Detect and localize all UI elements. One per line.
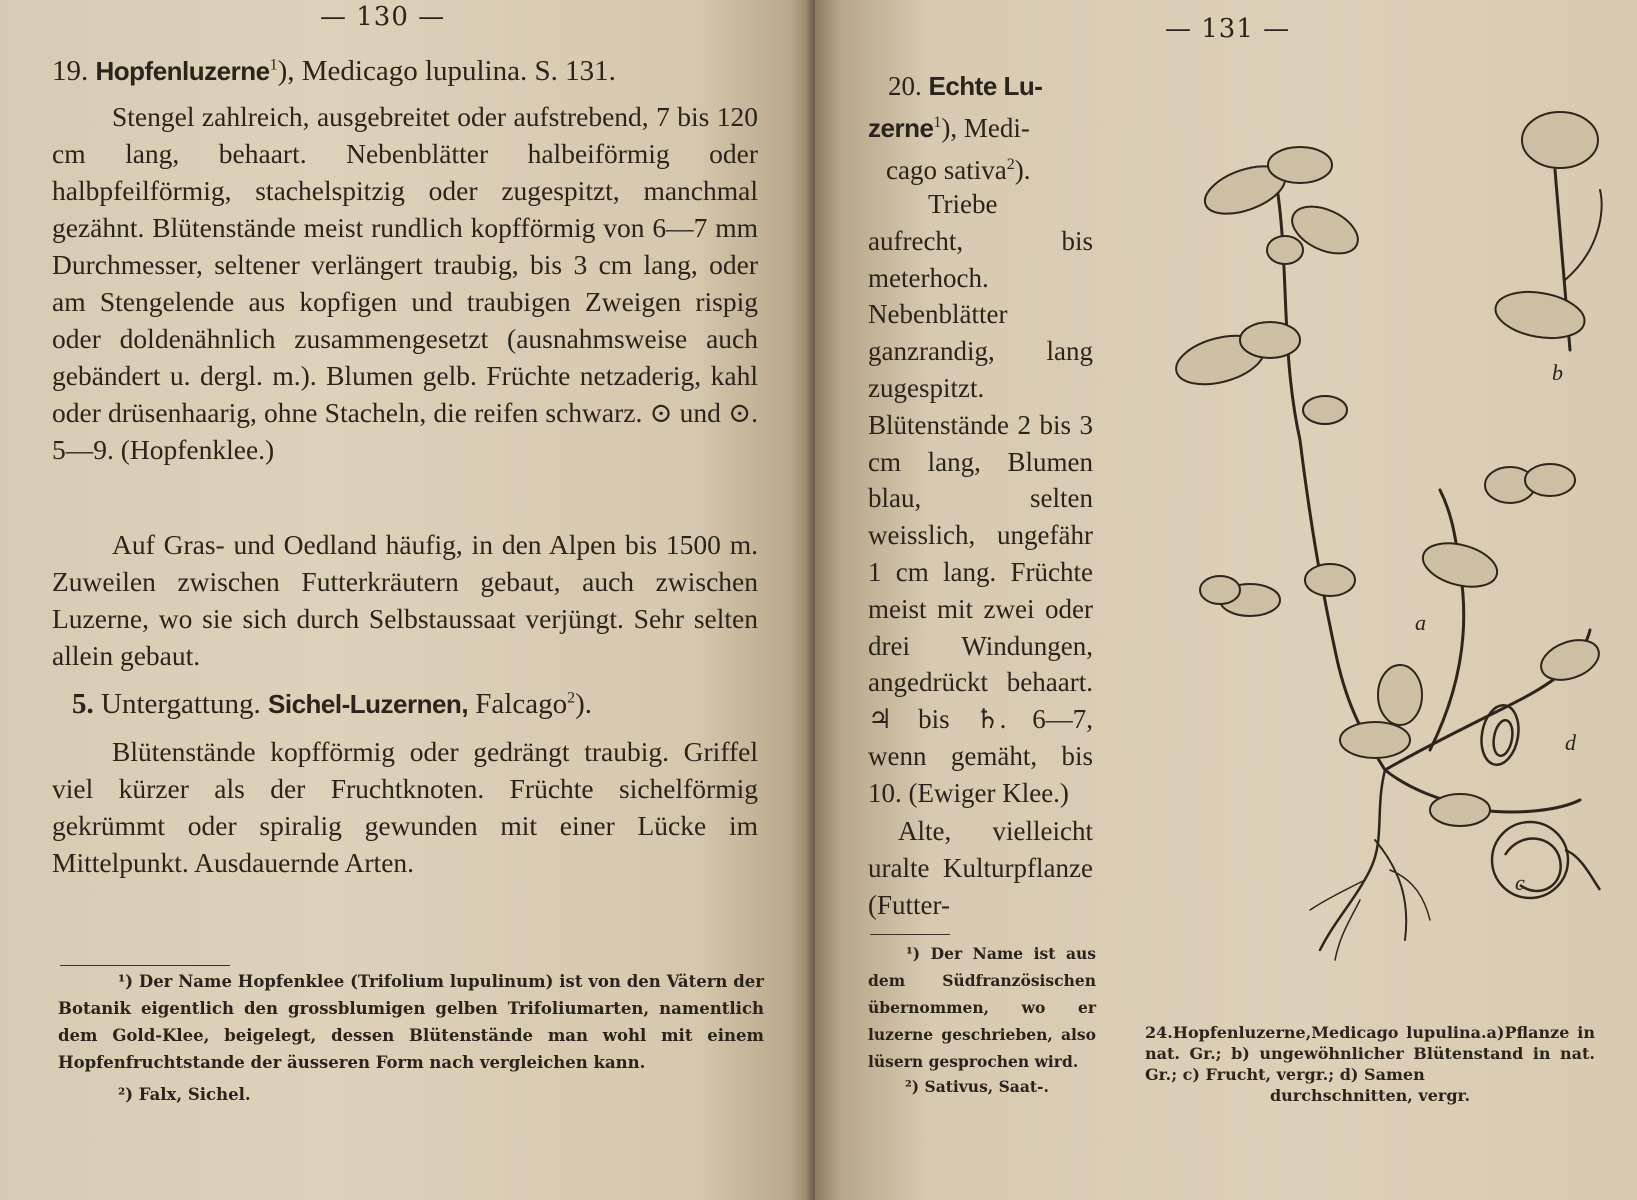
left-page (0, 0, 815, 1200)
stem-main (1275, 175, 1385, 770)
entry-19-habitat: Auf Gras- und Oedland häufig, in den Alpen bis 1500 m. Zuweilen zwischen Futterkräutern gebaut, auch zwischen Luzerne, wo sie sich durch Selbstaussaat verjüngt. Sehr selten allein gebaut. (52, 529, 758, 671)
entry-19-heading (52, 55, 758, 88)
section-5-description: Blütenstände kopfförmig oder gedrängt traubig. Griffel viel kürzer als der Fruchtknoten. Früchte sichelförmig gekrümmt oder spiralig gewunden mit einer Lücke im Mittelpunkt. Ausdauernde Arten. (52, 736, 758, 878)
entry-number: 19. (52, 55, 89, 87)
heading-tail: ). (1014, 154, 1031, 185)
entry-19-description: Stengel zahlreich, ausgebreitet oder aufstrebend, 7 bis 120 cm lang, behaart. Nebenblätter halbeiförmig oder halbpfeilförmig, stachelspitzig oder zugespitzt, manchmal gezähnt. Blütenstände meist rundlich kopfförmig von 6—7 mm Durchmesser, seltener verlängert traubig, bis 3 cm lang, oder am Stengelende aus kopfigen und traubigen Zweigen rispig oder doldenähnlich zusammengesetzt (ausnahmsweise auch gebändert u. dergl. m.). Blumen gelb. Früchte netzaderig, kahl oder drüsenhaarig, ohne Stacheln, die reifen schwarz. ⊙ und ⊙. 5—9. (Hopfenklee.) (52, 101, 758, 465)
footnote-marker: 2 (1006, 155, 1015, 173)
footnote-marker: 2 (567, 689, 576, 707)
illustration-svg (1160, 110, 1620, 970)
section-tail: ). (575, 688, 593, 720)
heading-continuation: ), Medi- (941, 112, 1030, 143)
stem-branch-upper (1430, 490, 1464, 750)
caption-last-line: durchschnitten, vergr. (1269, 1086, 1471, 1105)
latin-name: ), Medicago lupulina. S. 131. (277, 55, 616, 87)
label-c: c (1515, 870, 1525, 895)
species-name: Hopfenluzerne (95, 56, 270, 86)
footnote-2: ²) Sativus, Saat-. (905, 1077, 1049, 1096)
latin-name: cago sativa (886, 154, 1007, 185)
section-5-heading (72, 688, 762, 721)
label-d: d (1565, 730, 1576, 755)
entry-20-continuation: Alte, vielleicht uralte Kulturpflanze (Futter- (868, 816, 1093, 920)
section-name: Sichel-Luzernen, (268, 689, 469, 719)
species-name-part1: Echte Lu- (928, 71, 1043, 101)
page-number: — 131 — (1165, 14, 1291, 44)
footnote-marker: 1 (269, 56, 278, 74)
footnote-1: ¹) Der Name ist aus dem Südfranzösischen übernommen, wo er luzerne geschrieben, also lüsern gesprochen wird. (868, 944, 1096, 1071)
entry-number: 20. (888, 71, 922, 101)
figure-caption (1145, 1022, 1595, 1106)
footnote-rule (60, 965, 230, 966)
footnote-marker: 1 (933, 113, 942, 131)
footnote-2: ²) Falx, Sichel. (118, 1085, 251, 1104)
footnote-1: ¹) Der Name Hopfenklee (Trifolium lupulinum) ist von den Vätern der Botanik eigentlich den grossblumigen gelben Trifoliumarten, namentlich dem Gold-Klee, beigelegt, dessen Blütenstände man wohl mit einem Hopfenfruchtstande der äusseren Form nach vergleichen kann. (58, 972, 764, 1072)
caption-text: 24.Hopfenluzerne,Medicago lupulina.a)Pflanze in nat. Gr.; b) ungewöhnlicher Blütenstand in nat. Gr.; c) Frucht, vergr.; d) Samen (1145, 1023, 1595, 1084)
section-latin: Falcago (475, 688, 568, 720)
footnote-rule (870, 934, 950, 935)
label-b: b (1552, 360, 1563, 385)
section-number: 5. (72, 688, 94, 720)
section-label: Untergattung. (101, 688, 261, 720)
entry-20-description: Triebe aufrecht, bis meterhoch. Nebenblätter ganzrandig, lang zugespitzt. Blütenstände 2 bis 3 cm lang, Blumen blau, selten weisslich, ungefähr 1 cm lang. Früchte meist mit zwei oder drei Windungen, angedrückt behaart. ♃ bis ♄. 6—7, wenn gemäht, bis 10. (Ewiger Klee.) (868, 189, 1093, 808)
label-a: a (1415, 610, 1426, 635)
botanical-illustration (1160, 110, 1620, 970)
entry-20-heading (868, 68, 1093, 188)
page-number: — 130 — (320, 2, 446, 32)
species-name-part2: zerne (868, 112, 934, 143)
right-page (815, 0, 1637, 1200)
